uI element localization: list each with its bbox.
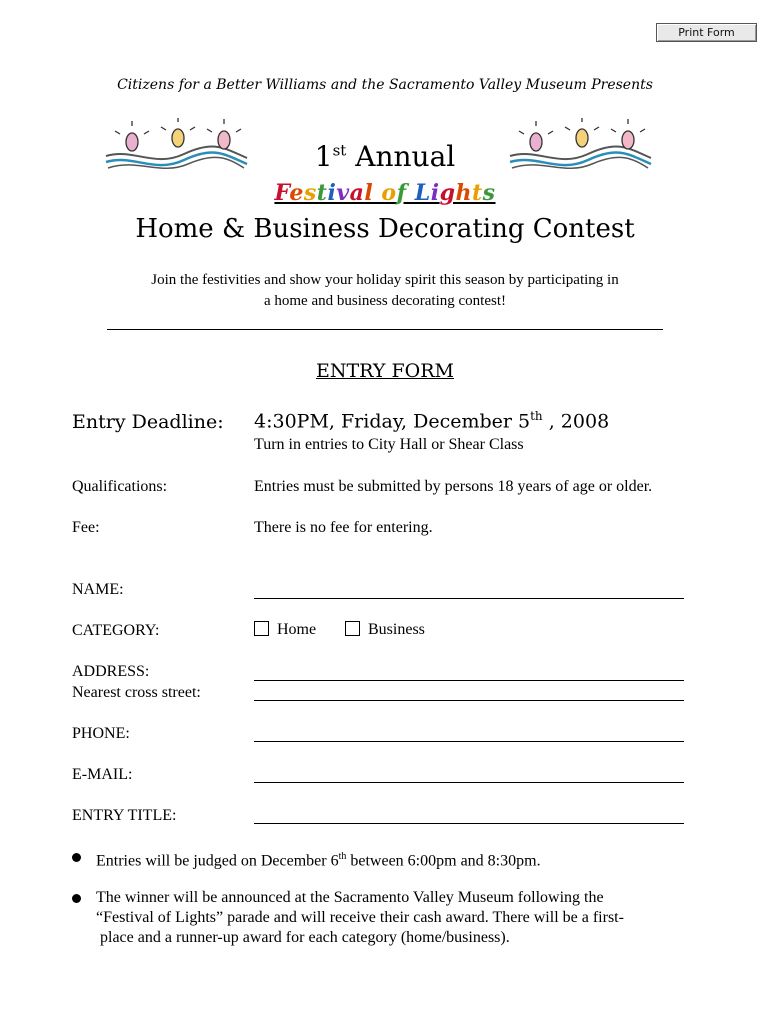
annual-number: 1 <box>314 140 333 173</box>
festival-title <box>0 180 770 206</box>
festival-title-letter: f <box>396 180 407 206</box>
contest-title: Home & Business Decorating Contest <box>135 214 635 244</box>
festival-title-letter: g <box>439 180 456 206</box>
annual-heading <box>0 140 770 173</box>
category-home-option[interactable] <box>254 621 316 639</box>
print-form-button[interactable]: Print Form <box>656 23 757 42</box>
bullet-dot-icon <box>72 894 81 903</box>
festival-title-letter: h <box>455 180 472 206</box>
fee-value: There is no fee for entering. <box>254 519 433 536</box>
festival-title-letter: e <box>289 180 304 206</box>
bullet-judging-text <box>96 847 706 871</box>
category-home-label: Home <box>277 621 317 638</box>
bullet-winner-line-1: The winner will be announced at the Sacramento Valley Museum following the <box>96 889 604 906</box>
category-home-checkbox[interactable] <box>254 621 269 636</box>
festival-title-letter: l <box>364 180 374 206</box>
festival-title-letter: t <box>471 180 483 206</box>
intro-text <box>100 270 670 312</box>
category-label: CATEGORY: <box>72 622 160 639</box>
email-label: E-MAIL: <box>72 766 133 783</box>
cross-street-label: Nearest cross street: <box>72 684 201 701</box>
presents-line: Citizens for a Better Williams and the Sacramento Valley Museum Presents <box>117 77 653 93</box>
festival-title-letter: t <box>316 180 328 206</box>
divider <box>107 329 663 330</box>
intro-line-2: a home and business decorating contest! <box>263 293 506 309</box>
address-label: ADDRESS: <box>72 663 150 680</box>
address-field[interactable] <box>254 680 684 681</box>
category-business-checkbox[interactable] <box>345 621 360 636</box>
phone-field[interactable] <box>254 741 684 742</box>
email-field[interactable] <box>254 782 684 783</box>
festival-title-letter: F <box>274 180 290 206</box>
bullet-judging-start: Entries will be judged on December 6 <box>96 852 339 870</box>
deadline-note: Turn in entries to City Hall or Shear Class <box>254 436 524 453</box>
qualifications-label: Qualifications: <box>72 478 168 495</box>
festival-title-letter: o <box>381 180 397 206</box>
name-field[interactable] <box>254 598 684 599</box>
festival-title-text <box>274 180 495 206</box>
cross-street-field[interactable] <box>254 700 684 701</box>
deadline-date-sup: th <box>530 409 543 423</box>
annual-word: Annual <box>355 140 456 173</box>
bullet-judging-sup: th <box>338 851 347 862</box>
annual-suffix: st <box>332 141 347 160</box>
deadline-value <box>254 409 609 432</box>
name-label: NAME: <box>72 581 124 598</box>
bullet-winner-line-2: “Festival of Lights” parade and will receive their cash award. There will be a first- <box>96 909 624 926</box>
bullet-dot-icon <box>72 853 81 862</box>
festival-title-letter: a <box>349 180 365 206</box>
festival-title-letter: v <box>336 180 350 206</box>
bullet-judging-end: between 6:00pm and 8:30pm. <box>346 852 541 870</box>
bullet-winner-line-3: place and a runner-up award for each category (home/business). <box>100 929 510 946</box>
bullet-winner-text <box>96 888 706 948</box>
entry-title-label: ENTRY TITLE: <box>72 807 177 824</box>
entry-title-field[interactable] <box>254 823 684 824</box>
festival-title-letter: s <box>482 180 496 206</box>
festival-title-letter <box>407 180 415 206</box>
category-business-label: Business <box>368 621 425 638</box>
festival-title-letter: i <box>327 180 337 206</box>
qualifications-value: Entries must be submitted by persons 18 years of age or older. <box>254 478 653 495</box>
intro-line-1: Join the festivities and show your holiday spirit this season by participating in <box>151 272 619 288</box>
deadline-label: Entry Deadline: <box>72 411 224 433</box>
deadline-year: , 2008 <box>548 410 610 433</box>
phone-label: PHONE: <box>72 725 130 742</box>
festival-title-letter: i <box>430 180 440 206</box>
festival-title-letter: s <box>303 180 317 206</box>
category-business-option[interactable] <box>345 621 425 639</box>
fee-label: Fee: <box>72 519 100 536</box>
form-heading: ENTRY FORM <box>316 360 454 382</box>
festival-title-letter: L <box>414 180 431 206</box>
deadline-date: 4:30PM, Friday, December 5 <box>254 410 531 433</box>
